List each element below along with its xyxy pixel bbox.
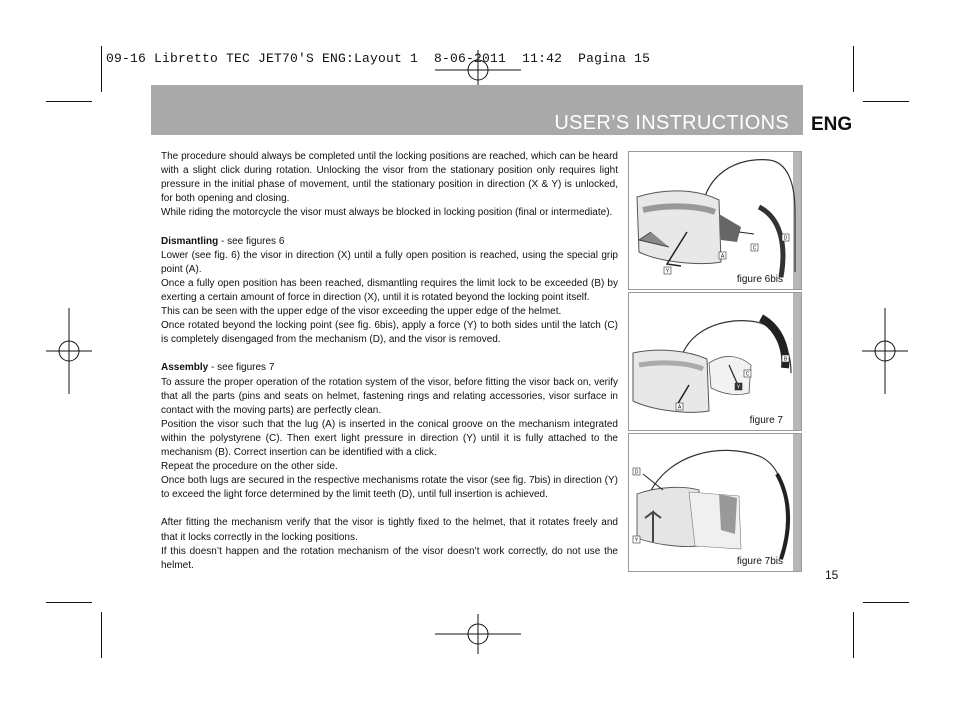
paragraph: Once a fully open position has been reached, dismantling requires the limit lock to be exceeded (B) by exerting a certain amount of force in direction (X), until it is rotated beyond the locking point itself. [161,277,618,303]
crop-mark [853,46,854,92]
figure-label: C [745,371,750,378]
figure-label: A [720,253,725,260]
language-label: ENG [811,114,853,135]
heading-ref: - see figures 7 [208,362,275,374]
figure-label: A [677,404,682,411]
registration-mark-top [435,50,521,90]
heading-ref: - see figures 6 [218,235,285,247]
section-heading-assembly [161,361,618,375]
header-banner [151,85,803,135]
helmet-illustration [629,293,802,431]
crop-mark [101,46,102,92]
heading-label: Assembly [161,362,209,374]
figure-label: B [783,356,788,363]
paragraph: This can be seen with the upper edge of the visor exceeding the upper edge of the helmet. [161,306,562,318]
figure-label: Y [634,537,639,544]
registration-mark-right [862,308,908,394]
figure-label: Y [665,268,670,275]
figure-label: Y [736,384,741,391]
helmet-illustration [629,434,802,572]
page-number: 15 [825,568,839,582]
figure-label: D [634,469,639,476]
figure-caption: figure 6bis [736,274,783,285]
page-title: USER’S INSTRUCTIONS [554,112,789,134]
figure-caption: figure 7bis [736,556,783,567]
crop-mark [853,612,854,658]
figure-caption: figure 7 [749,415,783,426]
print-slug-line: 09-16 Libretto TEC JET70'S ENG:Layout 1 8-06-2011 11:42 Pagina 15 [106,51,651,66]
instructions-text [161,150,618,573]
crop-mark [863,602,909,603]
paragraph: After fitting the mechanism verify that the visor is tightly fixed to the helmet, that it rotates freely and that it locks correctly in the locking positions. [161,517,618,543]
paragraph: If this doesn’t happen and the rotation mechanism of the visor doesn’t work correctly, do not use the helmet. [161,545,618,571]
crop-mark [101,612,102,658]
paragraph: Once rotated beyond the locking point (see fig. 6bis), apply a force (Y) to both sides until the latch (C) is completely disengaged from the mechanism (D), and the visor is removed. [161,320,618,346]
crop-mark [46,101,92,102]
paragraph: The procedure should always be completed until the locking positions are reached, which can be heard with a slight click during rotation. Unlocking the visor from the stationary position only requires light pressure in the initial phase of movement, until the stationary position in direction (X & Y) is unlocked, for both opening and closing. [161,151,618,205]
figure-6bis [628,151,802,290]
heading-label: Dismantling [161,235,219,247]
figure-7bis [628,433,802,572]
paragraph: Repeat the procedure on the other side. [161,461,338,473]
paragraph: Position the visor such that the lug (A) is inserted in the conical groove on the mechanism integrated within the polystyrene (C). Then exert light pressure in direction (Y) until it is fully attached to the mechanism (B). Correct insertion can be identified with a click. [161,418,618,458]
figure-label: D [783,235,788,242]
registration-mark-left [46,308,92,394]
registration-mark-bottom [435,614,521,654]
section-heading-dismantling [161,235,618,249]
helmet-illustration [629,152,802,290]
figure-label: C [752,245,757,252]
paragraph: To assure the proper operation of the rotation system of the visor, before fitting the visor back on, verify that all the parts (pins and seats on helmet, fastening rings and relating accessories, visor surface in contact with the moving parts) are perfectly clean. [161,376,618,416]
paragraph: While riding the motorcycle the visor must always be blocked in locking position (final or intermediate). [161,207,613,219]
crop-mark [863,101,909,102]
paragraph: Once both lugs are secured in the respective mechanisms rotate the visor (see fig. 7bis) in direction (Y) to exceed the light force determined by the limit teeth (D), until full insertion is achieved. [161,475,618,501]
crop-mark [46,602,92,603]
figure-7 [628,292,802,431]
paragraph: Lower (see fig. 6) the visor in direction (X) until a fully open position is reached, using the special grip point (A). [161,249,618,275]
